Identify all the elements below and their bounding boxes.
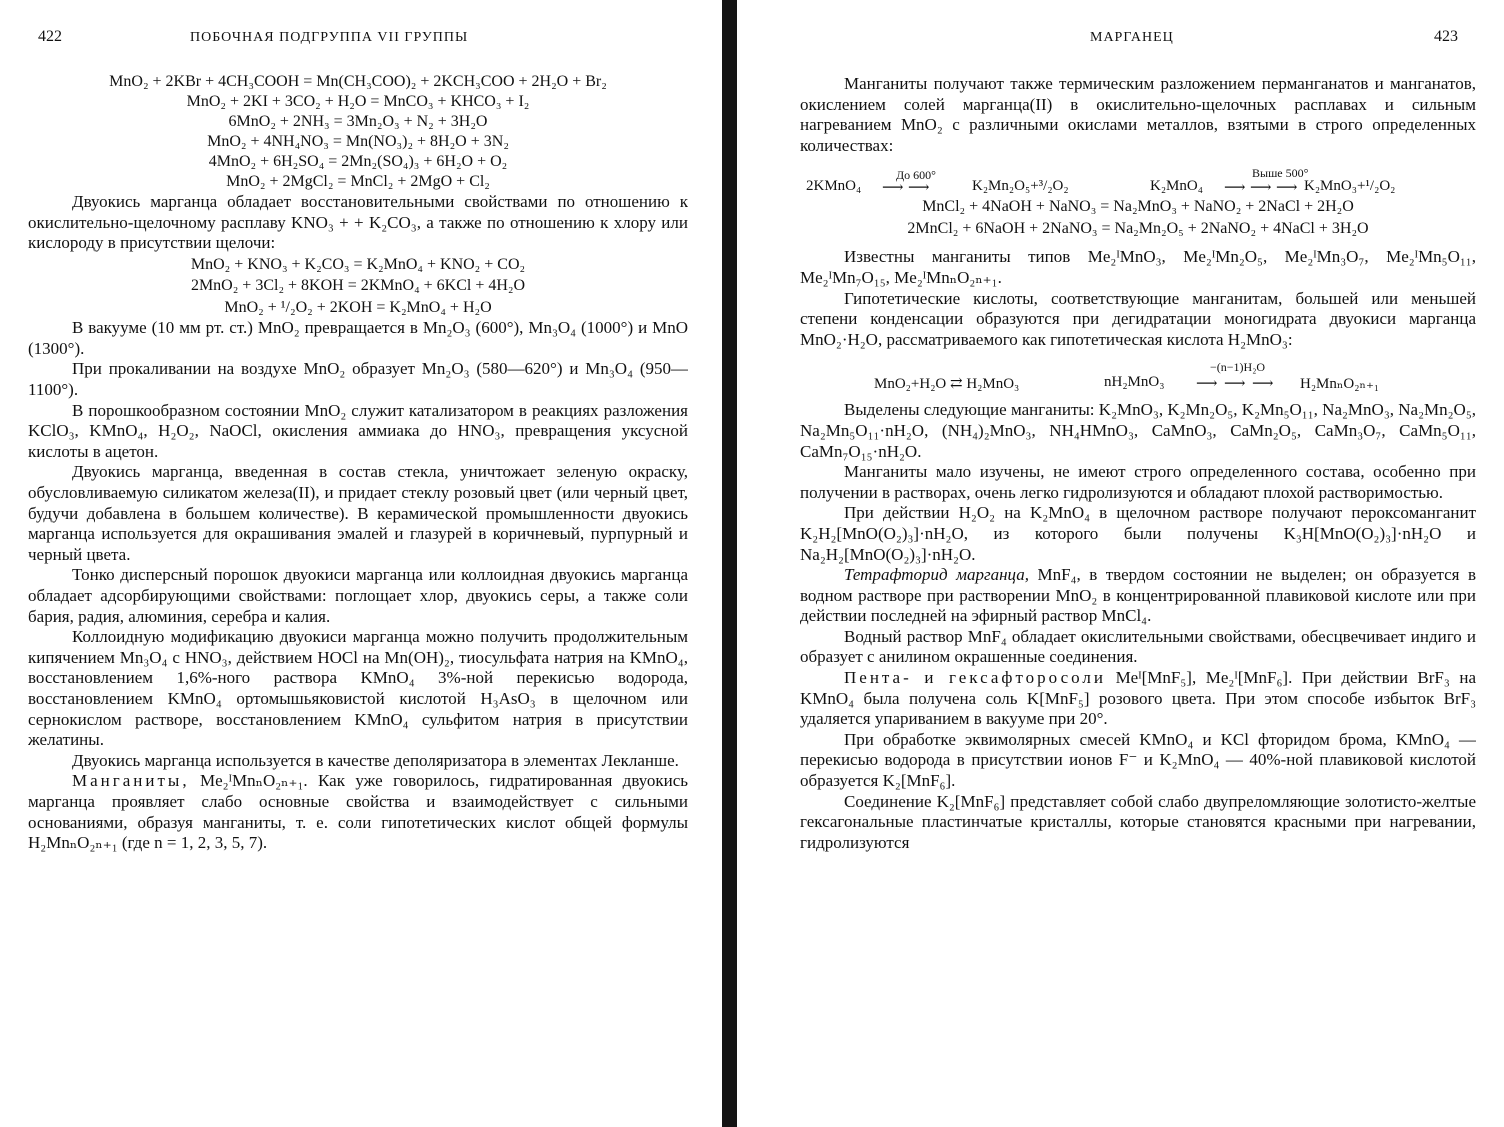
equation: 2MnO₂ + 3Cl₂ + 8KOH = 2KMnO₄ + 6KCl + 4H₂O xyxy=(190,277,526,295)
right-page-body xyxy=(800,74,1476,853)
arrow-icon: ⟶ xyxy=(908,180,930,197)
paragraph: При действии H₂O₂ на K₂MnO₄ в щелочном растворе получают пероксоманганит K₂H₂[MnO(O₂)₃]·nH₂O, из которого были получены K₃H[MnO(O₂)₃]·nH₂O и Na₂H₂[MnO(O₂)₃]·nH₂O. xyxy=(800,503,1476,564)
right-page-header xyxy=(800,28,1476,52)
equation: MnO₂ + 4NH₄NO₃ = Mn(NO₃)₂ + 8H₂O + 3N₂ xyxy=(207,133,509,150)
paragraph: Соединение K₂[MnF₆] представляет собой слабо двупреломляющие золотисто-желтые гексагональные пластинчатые кристаллы, которые становятся красными при нагревании, гидролизуются xyxy=(800,791,1476,852)
paragraph-fluorosalts xyxy=(800,668,1476,730)
fluorosalts-text: Meᴵ[MnF₅], Me₂ᴵ[MnF₆]. При действии BrF₃ на KMnO₄ была получена соль K[MnF₅] розового цвета. При этом способе избыток BrF₃ удаляется упариванием в вакууме при 20°. xyxy=(800,668,1476,729)
scheme-product: K₂Mn₂O₅+³/₂O₂ xyxy=(972,178,1069,195)
paragraph: Двуокись марганца, введенная в состав стекла, уничтожает зеленую окраску, обусловливаемую силикатом железа(II), и придает стеклу розовый цвет (или черный цвет, будучи добавлена в большем количестве). В керамической промышленности двуокись марганца используется для окрашивания эмалей и глазурей в коричневый, пурпурный и черный цвета. xyxy=(28,462,688,564)
paragraph: Известны манганиты типов Me₂ᴵMnO₃, Me₂ᴵMn₂O₅, Me₂ᴵMn₃O₇, Me₂ᴵMn₅O₁₁, Me₂ᴵMn₇O₁₅, Me₂ᴵMnₙO₂ₙ₊₁. xyxy=(800,247,1476,287)
arrow-icon: ⟶ xyxy=(1252,376,1274,393)
right-page-number: 423 xyxy=(1434,28,1458,45)
equation: MnO₂ + ¹/₂O₂ + 2KOH = K₂MnO₄ + H₂O xyxy=(224,298,492,316)
right-running-head: МАРГАНЕЦ xyxy=(1090,30,1174,45)
arrow-condition: −(n−1)H₂O xyxy=(1210,360,1266,375)
right-page xyxy=(800,0,1476,1127)
equation: MnO₂ + 2KI + 3CO₂ + H₂O = MnCO₃ + KHCO₃ + I₂ xyxy=(186,93,530,110)
arrow-icon: ⟶ xyxy=(1250,180,1272,197)
left-page-number: 422 xyxy=(38,28,62,45)
scheme-equilibrium: MnO₂+H₂O ⇄ H₂MnO₃ xyxy=(874,376,1020,393)
paragraph: Двуокись марганца используется в качестве деполяризатора в элементах Лекланше. xyxy=(72,750,679,770)
paragraph: В вакууме (10 мм рт. ст.) MnO₂ превращается в Mn₂O₃ (600°), Mn₃O₄ (1000°) и MnO (1300°). xyxy=(28,318,688,358)
paragraph: Гипотетические кислоты, соответствующие манганитам, большей или меньшей степени конденсации образуются при дегидратации моногидрата двуокиси марганца MnO₂·H₂O, рассматриваемого как гипотетическая кислота H₂MnO₃: xyxy=(800,288,1476,349)
paragraph: При обработке эквимолярных смесей KMnO₄ и KCl фторидом брома, KMnO₄ — перекисью водорода в присутствии ионов F⁻ и K₂MnO₄ — 40%-ной плавиковой кислотой образуется K₂[MnF₆]. xyxy=(800,729,1476,791)
paragraph-tetrafluoride xyxy=(800,565,1476,627)
arrow-condition: Выше 500° xyxy=(1252,166,1309,181)
paragraph: При прокаливании на воздухе MnO₂ образует Mn₂O₃ (580—620°) и Mn₃O₄ (950—1100°). xyxy=(28,359,688,400)
section-heading-manganites: Манганиты, xyxy=(72,771,190,791)
arrow-icon: ⟶ xyxy=(1224,376,1246,393)
left-page-body xyxy=(28,72,688,854)
equation: MnCl₂ + 4NaOH + NaNO₃ = Na₂MnO₃ + NaNO₂ + 2NaCl + 2H₂O xyxy=(922,198,1354,216)
paragraph-manganites xyxy=(28,771,688,853)
paragraph: Тонко дисперсный порошок двуокиси марганца или коллоидная двуокись марганца обладает адсорбирующими свойствами: поглощает хлор, двуокись серы, а также соли бария, радия, алюминия, серебра и калия. xyxy=(28,565,688,626)
scheme-product: H₂MnₙO₂ₙ₊₁ xyxy=(1300,376,1380,393)
scheme-reactant: 2KMnO₄ xyxy=(806,178,862,195)
paragraph: Водный раствор MnF₄ обладает окислительными свойствами, обесцвечивает индиго и образует с анилином окрашенные соединения. xyxy=(800,626,1476,667)
equation: MnO₂ + 2KBr + 4CH₃COOH = Mn(CH₃COO)₂ + 2KCH₃COO + 2H₂O + Br₂ xyxy=(109,73,607,90)
arrow-icon: ⟶ xyxy=(882,180,904,197)
equation: MnO₂ + 2MgCl₂ = MnCl₂ + 2MgO + Cl₂ xyxy=(226,173,490,190)
reaction-scheme-thermal xyxy=(800,168,1476,196)
left-running-head: ПОБОЧНАЯ ПОДГРУППА VII ГРУППЫ xyxy=(190,30,469,45)
equation: 4MnO₂ + 6H₂SO₄ = 2Mn₂(SO₄)₃ + 6H₂O + O₂ xyxy=(208,153,508,170)
scheme-reactant: K₂MnO₄ xyxy=(1150,178,1203,195)
section-heading-fluorosalts: Пента- и гексафторосоли xyxy=(844,668,1106,688)
arrow-icon: ⟶ xyxy=(1224,180,1246,197)
arrow-icon: ⟶ xyxy=(1196,376,1218,393)
scheme-reactant: nH₂MnO₃ xyxy=(1104,374,1165,391)
section-heading-tetrafluoride: Тетрафторид марганца, xyxy=(844,565,1030,585)
arrow-icon: ⟶ xyxy=(1276,180,1298,197)
manganites-text: Me₂ᴵMnₙO₂ₙ₊₁. Как уже говорилось, гидратированная двуокись марганца проявляет слабо основные свойства и взаимодействует с сильными основаниями, образуя манганиты, т. е. соли гипотетических кислот общей формулы H₂MnₙO₂ₙ₊₁ (где n = 1, 2, 3, 5, 7). xyxy=(28,771,688,853)
equation: 6MnO₂ + 2NH₃ = 3Mn₂O₃ + N₂ + 3H₂O xyxy=(228,113,488,130)
paragraph: Коллоидную модификацию двуокиси марганца можно получить продолжительным кипячением Mn₃O₄ с HNO₃, действием HOCl на Mn(OH)₂, тиосульфата натрия на KMnO₄, восстановлением 1,6%-ного раствора KMnO₄ 3%-ной перекисью водорода, восстановлением KMnO₄ ортомышьяковистой кислотой H₃AsO₃ в щелочном или сернокислом растворе, восстановлением KMnO₄ сульфитом натрия в присутствии желатины. xyxy=(28,627,688,750)
tetrafluoride-text: MnF₄, в твердом состоянии не выделен; он образуется в водном растворе при растворении MnO₂ в концентрированной плавиковой кислоте или при действии последней на эфирный раствор MnCl₄. xyxy=(800,565,1476,626)
paragraph: Манганиты получают также термическим разложением перманганатов и манганатов, окислением солей марганца(II) в окислительно-щелочных расплавах и сильным нагреванием MnO₂ с различными окислами металлов, взятыми в строго определенных количествах: xyxy=(800,74,1476,155)
left-page xyxy=(28,0,688,1127)
arrow-condition: До 600° xyxy=(896,168,936,183)
paragraph: В порошкообразном состоянии MnO₂ служит катализатором в реакциях разложения KClO₃, KMnO₄, H₂O₂, NaOCl, окисления аммиака до HNO₃, превращения уксусной кислоты в ацетон. xyxy=(28,400,688,461)
left-page-header xyxy=(28,28,688,52)
scheme-product: K₂MnO₃+¹/₂O₂ xyxy=(1304,178,1396,195)
book-gutter xyxy=(722,0,737,1127)
equation: MnO₂ + KNO₃ + K₂CO₃ = K₂MnO₄ + KNO₂ + CO₂ xyxy=(190,255,526,273)
paragraph: Двуокись марганца обладает восстановительными свойствами по отношению к окислительно-щелочному расплаву KNO₃ + + K₂CO₃, а также по отношению к хлору или кислороду в присутствии щелочи: xyxy=(28,192,688,253)
paragraph: Выделены следующие манганиты: K₂MnO₃, K₂Mn₂O₅, K₂Mn₅O₁₁, Na₂MnO₃, Na₂Mn₂O₅, Na₂Mn₅O₁₁·nH₂O, (NH₄)₂MnO₃, NH₄HMnO₃, CaMnO₃, CaMn₂O₅, CaMn₃O₇, CaMn₅O₁₁, CaMn₇O₁₅·nH₂O. xyxy=(800,400,1476,461)
equation: 2MnCl₂ + 6NaOH + 2NaNO₃ = Na₂Mn₂O₅ + 2NaNO₂ + 4NaCl + 3H₂O xyxy=(907,219,1369,237)
reaction-scheme-condensation xyxy=(800,360,1476,394)
paragraph: Манганиты мало изучены, не имеют строго определенного состава, особенно при получении в растворах, очень легко гидролизуются и обладают плохой растворимостью. xyxy=(800,462,1476,502)
